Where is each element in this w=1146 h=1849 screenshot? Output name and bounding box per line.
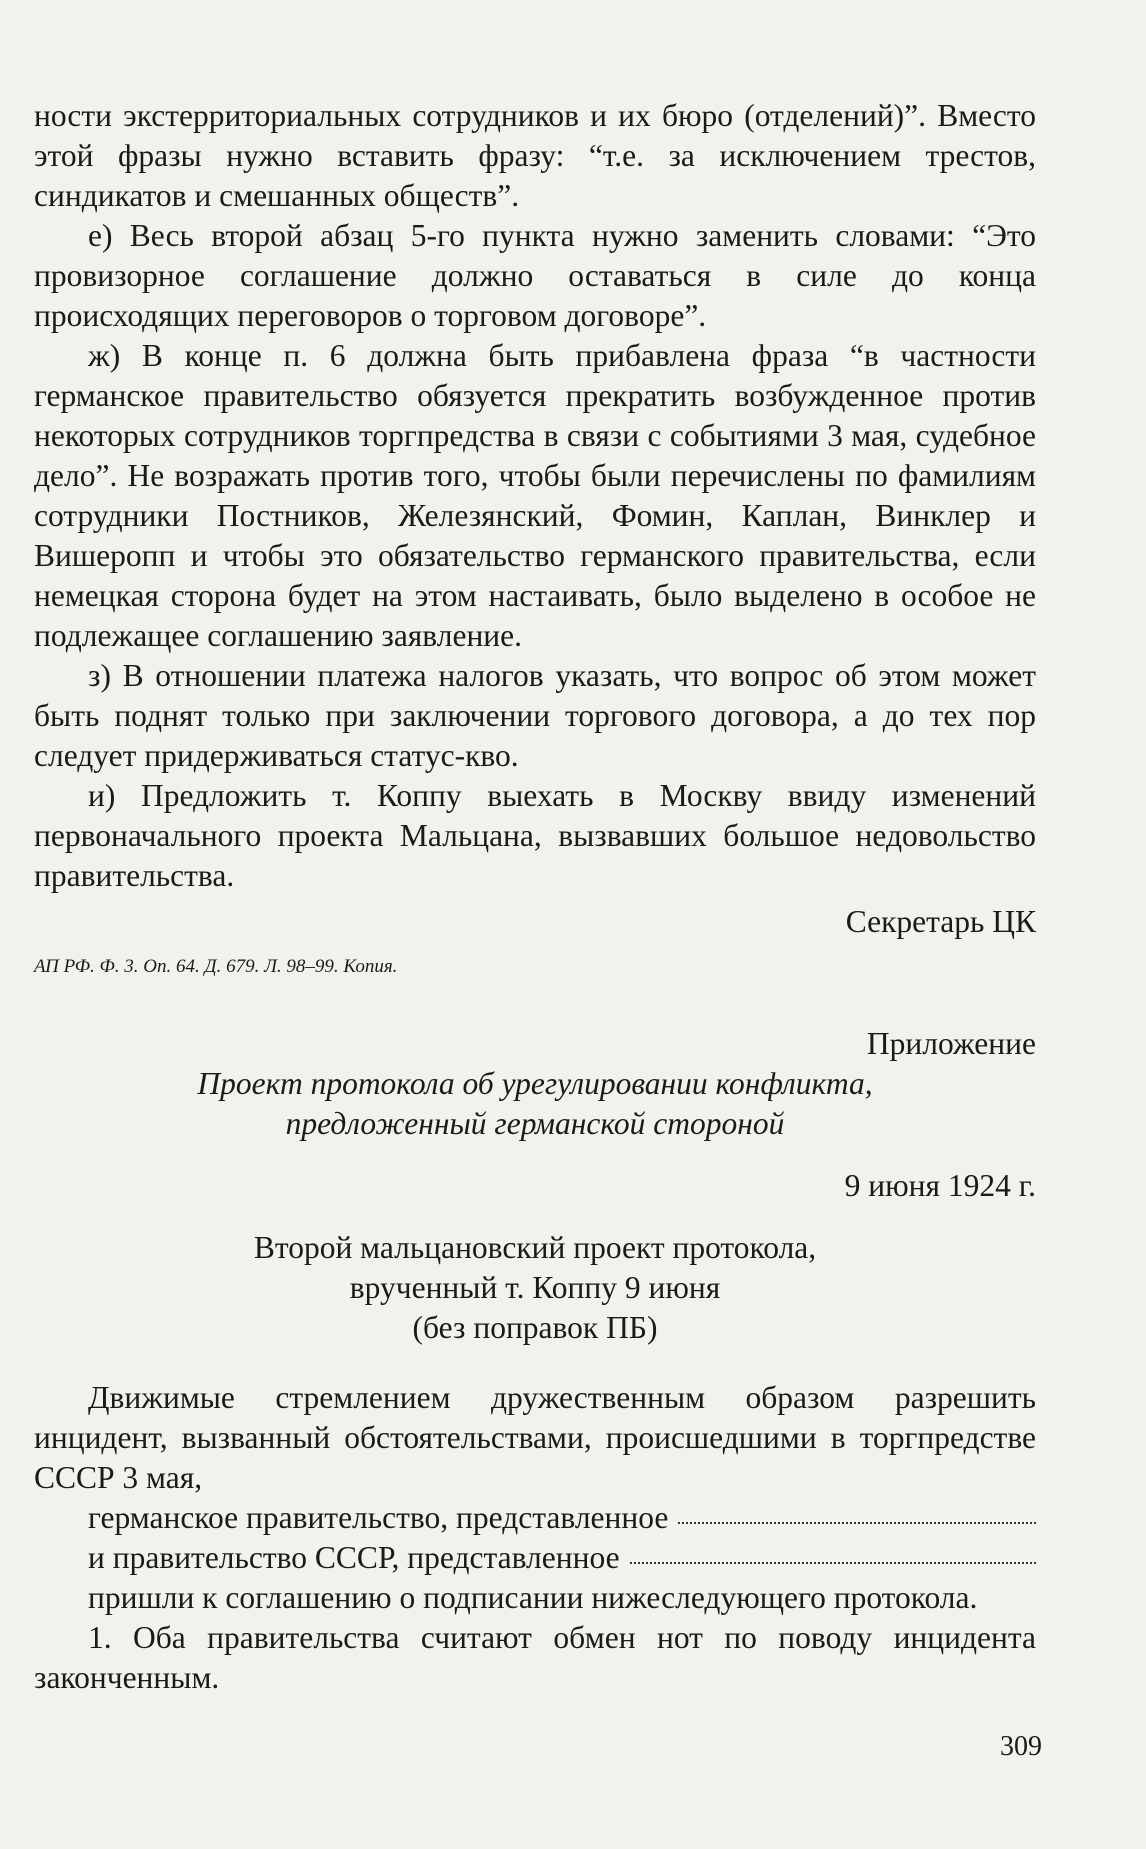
subtitle-line2: врученный т. Коппу 9 июня — [349, 1270, 721, 1305]
party-germany-label: германское правительство, представленное — [88, 1500, 669, 1535]
protocol-preamble: Движимые стремлением дружественным образом разрешить инцидент, вызванный обстоятельствами, происшедшими в торгпредстве СССР 3 мая, — [34, 1380, 1036, 1495]
paragraph-z: з) В отношении платежа налогов указать, что вопрос об этом может быть поднят только при заключении торгового договора, а до тех пор следует придерживаться статус-кво. — [34, 658, 1036, 773]
dotted-fill — [630, 1558, 1036, 1564]
paragraph-i: и) Предложить т. Коппу выехать в Москву ввиду изменений первоначального проекта Мальцана, вызвавших большое недовольство правительства. — [34, 778, 1036, 893]
paragraph-e: е) Весь второй абзац 5-го пункта нужно заменить словами: “Это провизорное соглашение должно оставаться в силе до конца происходящих переговоров о торговом договоре”. — [34, 218, 1036, 333]
agreement-paragraph: пришли к соглашению о подписании нижеследующего протокола. — [88, 1580, 978, 1615]
dotted-fill — [678, 1518, 1036, 1524]
paragraph-zh: ж) В конце п. 6 должна быть прибавлена фраза “в частности германское правительство обязуется прекратить возбужденное против некоторых сотрудников торгпредства в связи с событиями 3 мая, судебное дело”. Не возражать против того, чтобы были перечислены по фамилиям сотрудники Постников, Железянский, Фомин, Каплан, Винклер и Вишеропп и чтобы это обязательство германского правительства, если немецкая сторона будет на этом настаивать, было выделено в особое не подлежащее соглашению заявление. — [34, 338, 1036, 653]
appendix-title-line2: предложенный германской стороной — [285, 1106, 785, 1141]
appendix-date: 9 июня 1924 г. — [844, 1168, 1036, 1203]
appendix-label: Приложение — [866, 1026, 1036, 1061]
party-ussr-label: и правительство СССР, представленное — [88, 1540, 620, 1575]
paragraph-continuation: ности экстерриториальных сотрудников и их бюро (отделений)”. Вместо этой фразы нужно вставить фразу: “т.е. за исключением трестов, синдикатов и смешанных обществ”. — [34, 98, 1036, 213]
page-number: 309 — [1000, 1731, 1042, 1762]
signature: Секретарь ЦК — [845, 904, 1036, 939]
protocol-item-1: 1. Оба правительства считают обмен нот по поводу инцидента законченным. — [34, 1620, 1036, 1695]
appendix-title-line1: Проект протокола об урегулировании конфликта, — [197, 1066, 873, 1101]
document-body — [34, 96, 1036, 1698]
subtitle-line1: Второй мальцановский проект протокола, — [253, 1230, 817, 1265]
subtitle-line3: (без поправок ПБ) — [412, 1310, 658, 1345]
archive-source: АП РФ. Ф. 3. Оп. 64. Д. 679. Л. 98–99. Копия. — [34, 956, 398, 977]
party-line-ussr — [34, 1538, 1036, 1578]
party-line-germany — [34, 1498, 1036, 1538]
